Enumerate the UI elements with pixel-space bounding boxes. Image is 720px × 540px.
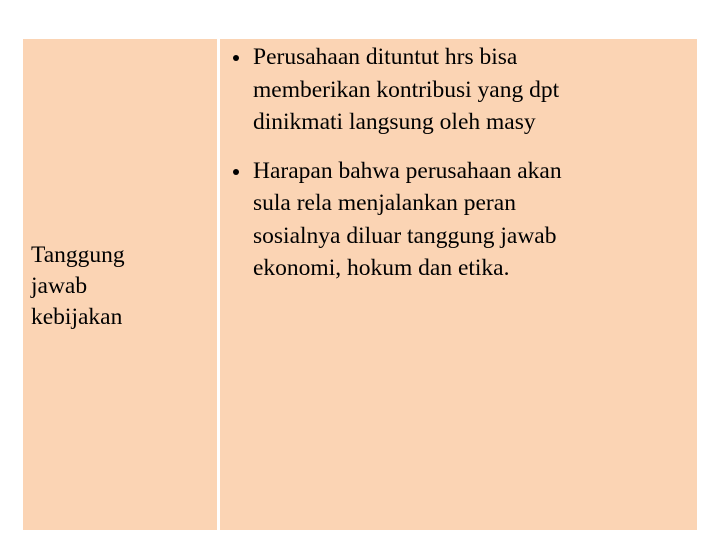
bullet-dot-icon (233, 55, 239, 61)
description-cell (220, 39, 697, 530)
content-table (23, 39, 697, 530)
bullet-item (230, 41, 697, 139)
bullet-line: sula rela menjalankan peran (253, 190, 516, 216)
row-label-line: jawab (31, 273, 88, 299)
row-label (31, 240, 125, 333)
row-label-line: kebijakan (31, 304, 123, 330)
bullet-dot-icon (233, 169, 239, 175)
bullet-line: dinikmati langsung oleh masy (253, 109, 536, 135)
row-label-line: Tanggung (31, 242, 125, 268)
bullet-line: sosialnya diluar tanggung jawab (253, 222, 557, 249)
bullet-list (230, 41, 697, 285)
bullet-line: memberikan kontribusi yang dpt (253, 76, 560, 103)
bullet-line: Harapan bahwa perusahaan akan (253, 157, 562, 184)
bullet-line: ekonomi, hokum dan etika. (253, 255, 510, 281)
row-label-cell (23, 39, 217, 530)
bullet-line: Perusahaan dituntut hrs bisa (253, 44, 518, 70)
bullet-item (230, 155, 697, 285)
